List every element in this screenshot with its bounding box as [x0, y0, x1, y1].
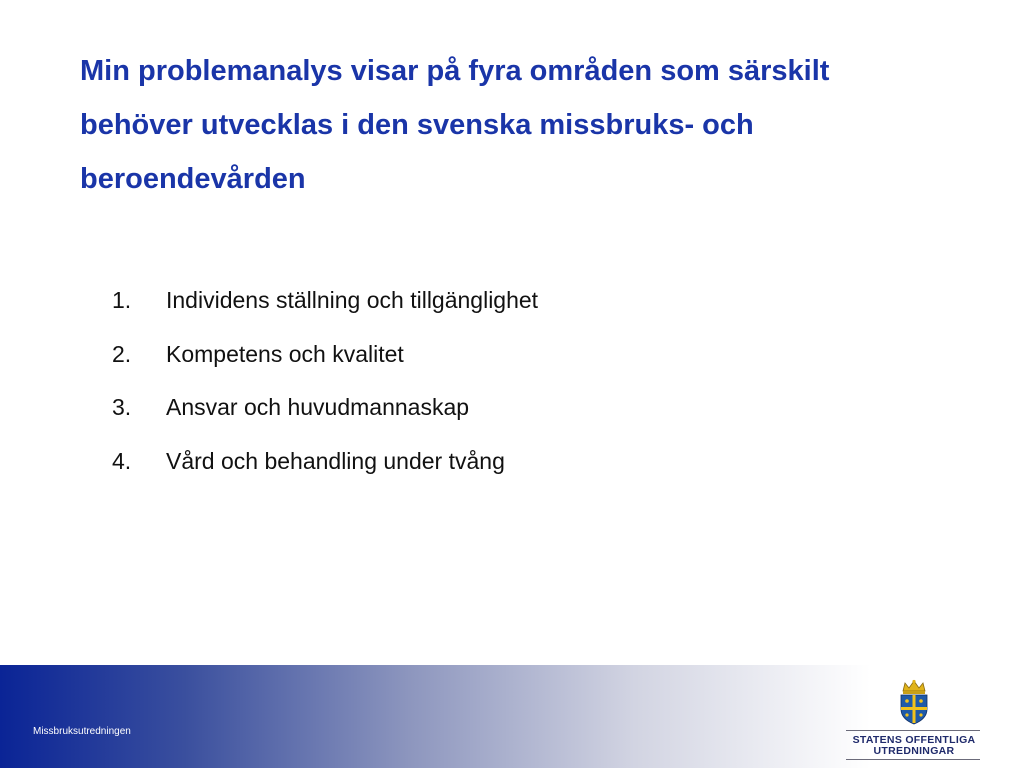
list-item-number: 1. [112, 287, 132, 313]
title-line-1: Min problemanalys visar på fyra områden som särskilt [80, 55, 830, 87]
logo-text-line-1: STATENS OFFENTLIGA [852, 734, 976, 746]
list-item-text: Kompetens och kvalitet [166, 340, 404, 367]
logo-divider-top [846, 730, 980, 731]
slide-title [80, 44, 960, 206]
footer-label: Missbruksutredningen [33, 726, 131, 737]
logo-text-line-2: UTREDNINGAR [873, 745, 955, 757]
list-item [112, 437, 538, 491]
list-item [112, 383, 538, 437]
numbered-list [112, 276, 538, 490]
list-item [112, 330, 538, 384]
list-item-text: Individens ställning och tillgänglighet [166, 287, 539, 313]
list-item-number: 3. [112, 394, 132, 420]
title-line-2: behöver utvecklas i den svenska missbruks- och [80, 109, 754, 141]
logo-divider-bottom [846, 759, 980, 760]
crown-shield-icon [896, 679, 932, 725]
list-item-number: 2. [112, 340, 132, 367]
list-item-number: 4. [112, 447, 132, 474]
list-item [112, 276, 538, 330]
sou-logo [846, 679, 982, 759]
title-line-3: beroendevården [80, 163, 306, 195]
list-item-text: Ansvar och huvudmannaskap [166, 394, 470, 420]
list-item-text: Vård och behandling under tvång [166, 447, 505, 474]
footer-band [0, 665, 1024, 768]
